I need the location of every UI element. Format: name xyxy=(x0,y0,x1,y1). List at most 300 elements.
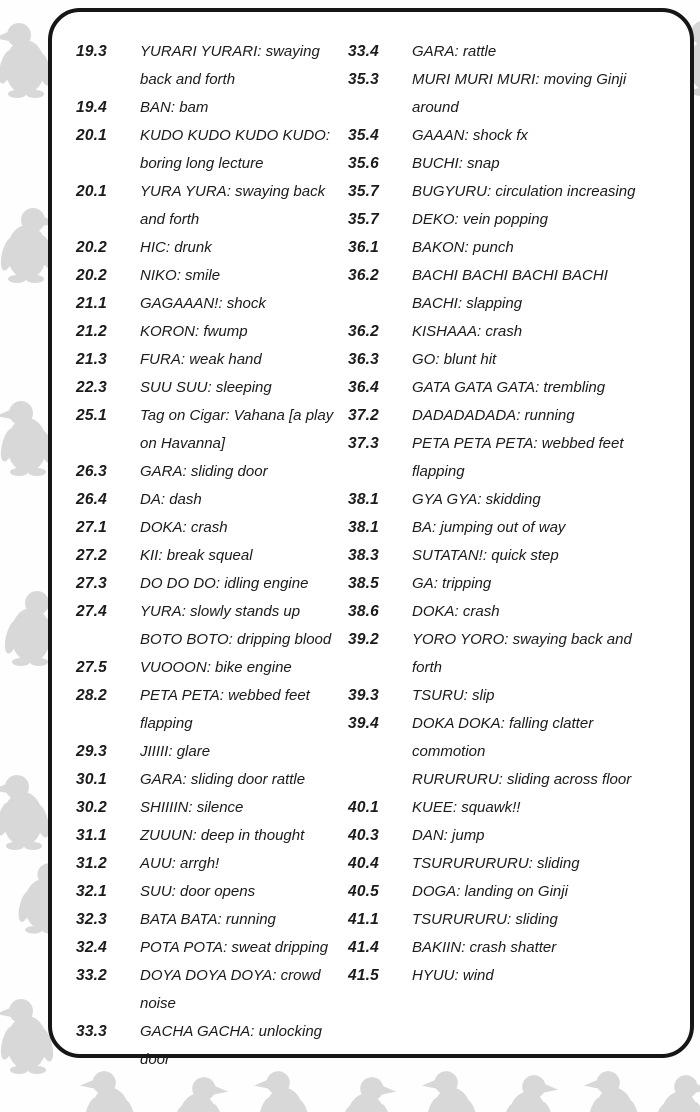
sfx-description: moving Ginji around xyxy=(412,71,627,116)
glossary-entry xyxy=(76,94,348,122)
sfx-description: door opens xyxy=(180,883,256,900)
sfx-entry-text xyxy=(412,374,657,402)
sfx-entry-text xyxy=(412,430,657,486)
sfx-entry-text xyxy=(140,346,348,374)
sfx-description: slip xyxy=(472,687,495,704)
page-panel-number: 21.3 xyxy=(76,351,107,368)
glossary-entry xyxy=(76,542,348,570)
sfx-description: crowd noise xyxy=(140,967,321,1012)
sfx-name: DOGA : xyxy=(412,883,460,900)
glossary-entry xyxy=(348,766,660,794)
sfx-entry-text xyxy=(412,962,657,990)
sfx-name: GACHA GACHA : xyxy=(140,1023,254,1040)
glossary-entry xyxy=(348,514,660,542)
sfx-name: GARA : xyxy=(140,463,187,480)
page-panel-number: 29.3 xyxy=(76,743,107,760)
sfx-entry-text xyxy=(412,402,657,430)
sfx-name: BAKIIN : xyxy=(412,939,465,956)
page-panel-number: 36.1 xyxy=(348,239,379,256)
glossary-column-right xyxy=(348,38,660,990)
sfx-name: MURI MURI MURI : xyxy=(412,71,540,88)
glossary-entry xyxy=(348,38,660,66)
sfx-entry-text xyxy=(140,374,348,402)
sfx-name: PETA PETA PETA : xyxy=(412,435,538,452)
sfx-name: FURA : xyxy=(140,351,185,368)
sfx-name: DO DO DO : xyxy=(140,575,220,592)
page-panel-number: 40.1 xyxy=(348,799,379,816)
sfx-name: YURA : xyxy=(140,603,186,620)
sfx-name: HIC : xyxy=(140,239,170,256)
sfx-entry-text xyxy=(412,346,657,374)
sfx-description: crash shatter xyxy=(469,939,557,956)
glossary-entry xyxy=(348,374,660,402)
page-panel-number: 32.3 xyxy=(76,911,107,928)
glossary-entry xyxy=(348,122,660,150)
sfx-description: shock xyxy=(226,295,266,312)
page-panel-number: 19.3 xyxy=(76,43,107,60)
glossary-entry xyxy=(76,794,348,822)
sfx-description: swaying back and forth xyxy=(140,43,320,88)
sfx-description: sliding xyxy=(515,911,558,928)
sfx-name: DA : xyxy=(140,491,165,508)
sfx-name: BOTO BOTO : xyxy=(140,631,233,648)
sfx-description: sliding door rattle xyxy=(190,771,306,788)
penguin-icon xyxy=(582,1068,644,1112)
sfx-name: SUU : xyxy=(140,883,176,900)
sfx-name: HYUU : xyxy=(412,967,459,984)
page-panel-number: 39.3 xyxy=(348,687,379,704)
glossary-entry xyxy=(76,570,348,598)
glossary-entry xyxy=(76,626,348,654)
glossary-entry xyxy=(76,1018,348,1074)
glossary-entry xyxy=(348,822,660,850)
sfx-name: BATA BATA : xyxy=(140,911,222,928)
sfx-name: BUCHI : xyxy=(412,155,463,172)
glossary-entry xyxy=(76,374,348,402)
sfx-description: sliding door xyxy=(190,463,268,480)
sfx-name: GA : xyxy=(412,575,438,592)
sfx-entry-text xyxy=(412,598,657,626)
sfx-description: webbed feet flapping xyxy=(412,435,624,480)
sfx-entry-text xyxy=(140,906,348,934)
sfx-entry-text xyxy=(140,654,348,682)
sfx-name: KII : xyxy=(140,547,163,564)
sfx-name: SHIIIIN : xyxy=(140,799,193,816)
page-panel-number: 25.1 xyxy=(76,407,107,424)
sfx-entry-text xyxy=(140,38,348,94)
sfx-description: drunk xyxy=(174,239,212,256)
glossary-entry xyxy=(76,822,348,850)
page-panel-number: 22.3 xyxy=(76,379,107,396)
sfx-entry-text xyxy=(140,794,348,822)
sfx-entry-text xyxy=(412,66,657,122)
sfx-entry-text xyxy=(412,486,657,514)
sfx-entry-text xyxy=(412,934,657,962)
sfx-name: TSURU : xyxy=(412,687,468,704)
page-panel-number: 35.7 xyxy=(348,183,379,200)
glossary-entry xyxy=(76,738,348,766)
glossary-entry xyxy=(348,906,660,934)
glossary-entry xyxy=(76,486,348,514)
sfx-entry-text xyxy=(412,38,657,66)
sfx-name: BUGYURU : xyxy=(412,183,491,200)
sfx-description: glare xyxy=(176,743,211,760)
glossary-entry xyxy=(76,962,348,1018)
sfx-description: sleeping xyxy=(215,379,272,396)
sfx-entry-text xyxy=(412,906,657,934)
glossary-entry xyxy=(348,346,660,374)
sfx-name: YURA YURA : xyxy=(140,183,231,200)
sfx-description: shock fx xyxy=(472,127,528,144)
sfx-name: BAKON : xyxy=(412,239,469,256)
sfx-entry-text xyxy=(412,794,657,822)
sfx-description: dash xyxy=(169,491,202,508)
page-panel-number: 38.1 xyxy=(348,491,379,508)
sfx-description: squawk!! xyxy=(461,799,521,816)
sfx-entry-text xyxy=(140,598,348,626)
page-panel-number: 20.2 xyxy=(76,267,107,284)
glossary-entry xyxy=(348,934,660,962)
sfx-name: YORO YORO : xyxy=(412,631,508,648)
sfx-description: break squeal xyxy=(166,547,253,564)
page-panel-number: 28.2 xyxy=(76,687,107,704)
sfx-description: arrgh! xyxy=(180,855,220,872)
sfx-entry-text xyxy=(412,682,657,710)
page-panel-number: 38.1 xyxy=(348,519,379,536)
sfx-name: GYA GYA : xyxy=(412,491,481,508)
sfx-description: sliding across floor xyxy=(507,771,632,788)
glossary-entry xyxy=(76,38,348,94)
glossary-entry xyxy=(348,430,660,486)
sfx-name: DOKA DOKA : xyxy=(412,715,505,732)
sfx-entry-text xyxy=(140,458,348,486)
sfx-entry-text xyxy=(412,178,657,206)
glossary-entry xyxy=(348,962,660,990)
sfx-name: GO : xyxy=(412,351,440,368)
page-panel-number: 26.4 xyxy=(76,491,107,508)
sfx-name: DOKA : xyxy=(412,603,459,620)
sfx-entry-text xyxy=(140,822,348,850)
glossary-entry xyxy=(348,206,660,234)
glossary-entry xyxy=(348,318,660,346)
sfx-name: DAN : xyxy=(412,827,448,844)
glossary-entry xyxy=(76,598,348,626)
sfx-entry-text xyxy=(412,150,657,178)
sfx-description: crash xyxy=(485,323,523,340)
sfx-name: Tag on Cigar : xyxy=(140,407,230,424)
sfx-description: sliding xyxy=(537,855,580,872)
sfx-description: rattle xyxy=(462,43,497,60)
glossary-entry xyxy=(76,850,348,878)
page-panel-number: 38.6 xyxy=(348,603,379,620)
glossary-entry xyxy=(348,178,660,206)
sfx-entry-text xyxy=(140,514,348,542)
sfx-description: blunt hit xyxy=(443,351,497,368)
sfx-description: falling clatter commotion xyxy=(412,715,594,760)
page-panel-number: 21.2 xyxy=(76,323,107,340)
sfx-description: silence xyxy=(196,799,244,816)
page-panel-number: 36.3 xyxy=(348,351,379,368)
glossary-entry xyxy=(348,66,660,122)
sfx-description: sweat dripping xyxy=(231,939,329,956)
sfx-description: weak hand xyxy=(189,351,262,368)
sfx-description: webbed feet flapping xyxy=(140,687,310,732)
sfx-entry-text xyxy=(412,570,657,598)
page-panel-number: 36.4 xyxy=(348,379,379,396)
sfx-description: trembling xyxy=(543,379,606,396)
page-panel-number: 30.1 xyxy=(76,771,107,788)
sfx-entry-text xyxy=(140,850,348,878)
sfx-name: JIIIII : xyxy=(140,743,173,760)
sfx-description: quick step xyxy=(491,547,559,564)
sfx-description: dripping blood xyxy=(236,631,332,648)
sfx-description: unlocking door xyxy=(140,1023,323,1068)
sfx-description: vein popping xyxy=(462,211,548,228)
penguin-icon xyxy=(78,1068,140,1112)
sfx-description: jumping out of way xyxy=(440,519,566,536)
sfx-name: DADADADADA : xyxy=(412,407,520,424)
glossary-entry xyxy=(348,234,660,262)
sfx-entry-text xyxy=(140,486,348,514)
sfx-name: DOYA DOYA DOYA : xyxy=(140,967,276,984)
sfx-description: landing on Ginji xyxy=(464,883,568,900)
sfx-name: ZUUUN : xyxy=(140,827,197,844)
glossary-entry xyxy=(76,178,348,234)
sfx-name: VUOOON : xyxy=(140,659,211,676)
sfx-description: punch xyxy=(472,239,514,256)
page-panel-number: 32.1 xyxy=(76,883,107,900)
glossary-entry xyxy=(348,626,660,682)
glossary-entry xyxy=(348,402,660,430)
sfx-name: BA : xyxy=(412,519,436,536)
sfx-description: idling engine xyxy=(224,575,309,592)
glossary-entry xyxy=(348,710,660,766)
glossary-entry xyxy=(76,906,348,934)
sfx-entry-text xyxy=(140,402,348,458)
glossary-entry xyxy=(76,262,348,290)
sfx-name: TSURURURU : xyxy=(412,911,511,928)
sfx-name: BAN : xyxy=(140,99,175,116)
sfx-name: GATA GATA GATA : xyxy=(412,379,539,396)
sfx-entry-text xyxy=(140,542,348,570)
sfx-description: Vahana [a play on Havanna] xyxy=(140,407,334,452)
sfx-name: SUTATAN! : xyxy=(412,547,487,564)
sfx-entry-text xyxy=(412,626,657,682)
page-panel-number: 30.2 xyxy=(76,799,107,816)
page-panel-number: 31.2 xyxy=(76,855,107,872)
page-panel-number: 20.1 xyxy=(76,127,107,144)
sfx-description: skidding xyxy=(485,491,541,508)
penguin-icon xyxy=(498,1072,560,1112)
page-panel-number: 39.2 xyxy=(348,631,379,648)
sfx-name: RURURURU : xyxy=(412,771,503,788)
sfx-entry-text xyxy=(412,766,657,794)
sfx-description: crash xyxy=(462,603,500,620)
sfx-description: circulation increasing xyxy=(495,183,636,200)
glossary-entry xyxy=(76,346,348,374)
sfx-name: PETA PETA : xyxy=(140,687,224,704)
page-panel-number: 20.1 xyxy=(76,183,107,200)
sfx-entry-text xyxy=(140,570,348,598)
sfx-description: boring long lecture xyxy=(140,155,264,172)
sfx-entry-text xyxy=(412,262,657,318)
penguin-icon xyxy=(420,1068,482,1112)
sfx-entry-text xyxy=(140,318,348,346)
sfx-name: GARA : xyxy=(412,43,459,60)
glossary-entry xyxy=(76,934,348,962)
sfx-description: tripping xyxy=(442,575,492,592)
sfx-entry-text xyxy=(140,682,348,738)
page-panel-number: 40.4 xyxy=(348,855,379,872)
penguin-icon xyxy=(0,772,54,850)
page-panel-number: 37.3 xyxy=(348,435,379,452)
sfx-description: crash xyxy=(190,519,228,536)
sfx-entry-text xyxy=(140,262,348,290)
sfx-entry-text xyxy=(412,122,657,150)
penguin-icon xyxy=(252,1068,314,1112)
sfx-description: swaying back and forth xyxy=(412,631,632,676)
sfx-name: KUDO KUDO KUDO KUDO : xyxy=(140,127,330,144)
page-panel-number: 26.3 xyxy=(76,463,107,480)
sfx-glossary-panel xyxy=(48,8,694,1068)
sfx-description: jump xyxy=(452,827,485,844)
penguin-icon xyxy=(168,1074,230,1112)
sfx-name: YURARI YURARI : xyxy=(140,43,261,60)
page-panel-number: 35.4 xyxy=(348,127,379,144)
glossary-entry xyxy=(76,766,348,794)
sfx-entry-text xyxy=(412,850,657,878)
page-panel-number: 32.4 xyxy=(76,939,107,956)
sfx-name: TSURURURURU : xyxy=(412,855,533,872)
page-panel-number: 35.6 xyxy=(348,155,379,172)
sfx-description: snap xyxy=(467,155,500,172)
page-panel-number: 27.5 xyxy=(76,659,107,676)
sfx-description: bike engine xyxy=(215,659,292,676)
page-panel-number: 33.2 xyxy=(76,967,107,984)
page-panel-number: 40.5 xyxy=(348,883,379,900)
sfx-description: slapping xyxy=(466,295,523,312)
sfx-entry-text xyxy=(140,122,348,178)
sfx-entry-text xyxy=(140,738,348,766)
sfx-description: smile xyxy=(185,267,221,284)
sfx-entry-text xyxy=(412,822,657,850)
sfx-entry-text xyxy=(412,206,657,234)
penguin-icon xyxy=(650,1072,700,1112)
page-panel-number: 27.4 xyxy=(76,603,107,620)
page-panel-number: 27.1 xyxy=(76,519,107,536)
sfx-entry-text xyxy=(140,626,348,654)
page-panel-number: 21.1 xyxy=(76,295,107,312)
sfx-entry-text xyxy=(140,178,348,234)
sfx-description: running xyxy=(225,911,276,928)
sfx-description: running xyxy=(524,407,575,424)
page-panel-number xyxy=(348,766,412,794)
sfx-entry-text xyxy=(140,766,348,794)
glossary-entry xyxy=(348,262,660,318)
sfx-entry-text xyxy=(412,878,657,906)
sfx-entry-text xyxy=(412,710,657,766)
sfx-entry-text xyxy=(140,94,348,122)
sfx-entry-text xyxy=(140,878,348,906)
page-panel-number: 27.2 xyxy=(76,547,107,564)
glossary-entry xyxy=(76,234,348,262)
sfx-description: bam xyxy=(179,99,209,116)
sfx-name: AUU : xyxy=(140,855,176,872)
glossary-entry xyxy=(348,794,660,822)
page-panel-number: 41.1 xyxy=(348,911,379,928)
sfx-description: slowly stands up xyxy=(190,603,301,620)
page-panel-number: 31.1 xyxy=(76,827,107,844)
sfx-name: GARA : xyxy=(140,771,187,788)
glossary-entry xyxy=(76,318,348,346)
glossary-entry xyxy=(348,486,660,514)
glossary-entry xyxy=(76,514,348,542)
sfx-name: GAGAAAN! : xyxy=(140,295,223,312)
sfx-description: swaying back and forth xyxy=(140,183,326,228)
glossary-column-left xyxy=(76,38,348,1074)
penguin-icon xyxy=(336,1074,398,1112)
sfx-entry-text xyxy=(140,962,348,1018)
sfx-description: deep in thought xyxy=(200,827,305,844)
page-panel-number: 33.4 xyxy=(348,43,379,60)
page-panel-number: 37.2 xyxy=(348,407,379,424)
glossary-entry xyxy=(76,682,348,738)
sfx-description: wind xyxy=(462,967,494,984)
page-panel-number: 35.7 xyxy=(348,211,379,228)
glossary-entry xyxy=(348,542,660,570)
glossary-entry xyxy=(348,878,660,906)
glossary-entry xyxy=(76,290,348,318)
sfx-name: KUEE : xyxy=(412,799,457,816)
page-panel-number: 36.2 xyxy=(348,323,379,340)
glossary-entry xyxy=(76,654,348,682)
glossary-entry xyxy=(348,598,660,626)
sfx-entry-text xyxy=(412,318,657,346)
page-panel-number: 27.3 xyxy=(76,575,107,592)
page-panel-number: 19.4 xyxy=(76,99,107,116)
glossary-entry xyxy=(76,878,348,906)
sfx-name: KORON : xyxy=(140,323,199,340)
glossary-entry xyxy=(76,458,348,486)
page-panel-number: 39.4 xyxy=(348,715,379,732)
sfx-entry-text xyxy=(412,542,657,570)
page-panel-number: 38.5 xyxy=(348,575,379,592)
sfx-description: fwump xyxy=(203,323,248,340)
page-panel-number: 41.5 xyxy=(348,967,379,984)
sfx-name: POTA POTA : xyxy=(140,939,227,956)
sfx-name: DEKO : xyxy=(412,211,459,228)
page-panel-number: 35.3 xyxy=(348,71,379,88)
sfx-entry-text xyxy=(140,1018,348,1074)
glossary-entry xyxy=(76,402,348,458)
sfx-entry-text xyxy=(140,290,348,318)
sfx-name: DOKA : xyxy=(140,519,187,536)
page-panel-number: 20.2 xyxy=(76,239,107,256)
page-panel-number: 36.2 xyxy=(348,267,379,284)
glossary-entry xyxy=(348,150,660,178)
sfx-name: NIKO : xyxy=(140,267,181,284)
sfx-entry-text xyxy=(140,934,348,962)
sfx-entry-text xyxy=(140,234,348,262)
glossary-entry xyxy=(76,122,348,178)
page-panel-number: 40.3 xyxy=(348,827,379,844)
sfx-name: SUU SUU : xyxy=(140,379,212,396)
glossary-entry xyxy=(348,682,660,710)
page-panel-number xyxy=(76,626,140,654)
page-panel-number: 41.4 xyxy=(348,939,379,956)
glossary-entry xyxy=(348,850,660,878)
sfx-entry-text xyxy=(412,514,657,542)
